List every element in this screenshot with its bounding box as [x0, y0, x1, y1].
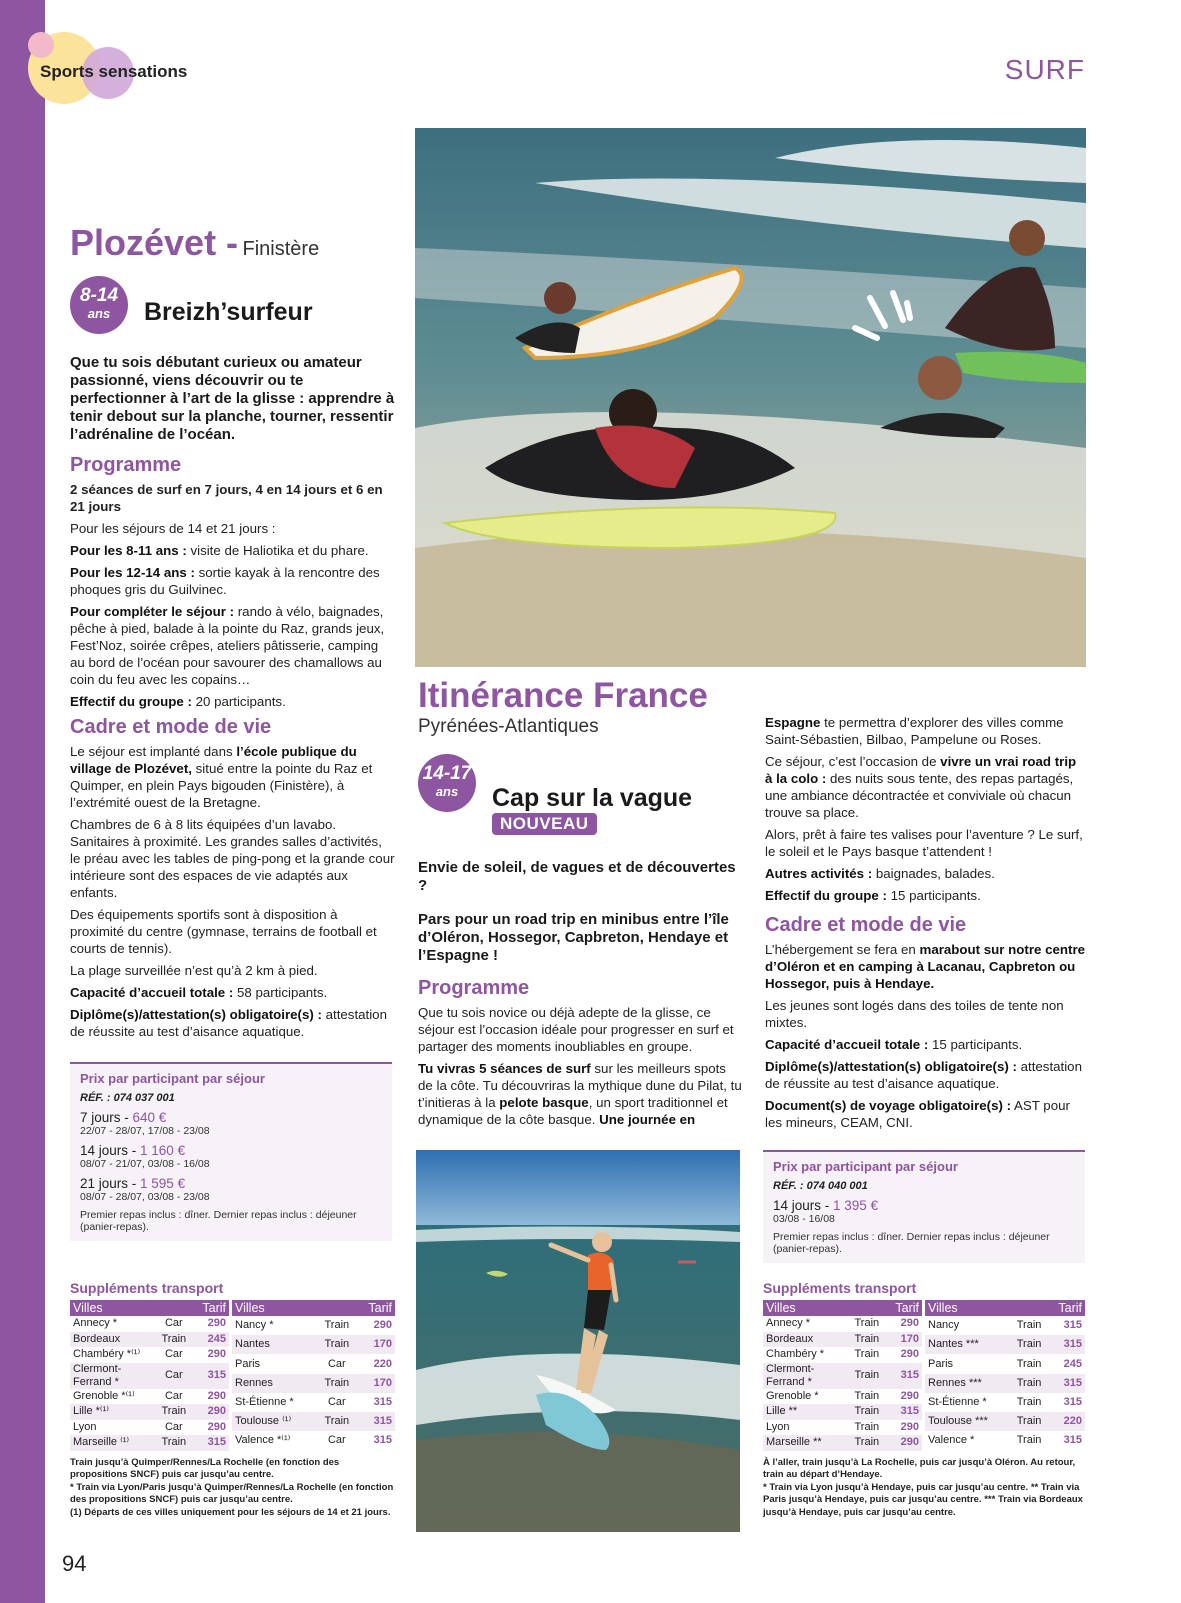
price-title: Prix par participant par séjour [80, 1071, 265, 1086]
right-column [765, 714, 1085, 1136]
destination-region: Pyrénées-Atlantiques [418, 716, 599, 737]
programme-line: Alors, prêt à faire tes valises pour l’aventure ? Le surf, le soleil et le Pays basque t’attendent ! [765, 827, 1083, 859]
transport-price: 315 [357, 1412, 395, 1431]
transport-price: 315 [193, 1435, 229, 1451]
city-name: Rennes [232, 1374, 317, 1393]
programme-line: Pour les séjours de 14 et 21 jours : [70, 521, 276, 536]
required-documents: Diplôme(s)/attestation(s) obligatoire(s) : attestation de réussite au test d’aisance aquatique. [70, 1007, 387, 1039]
programme-sessions: 2 séances de surf en 7 jours, 4 en 14 jours et 6 en 21 jours [70, 482, 383, 514]
transport-mode: Train [317, 1374, 357, 1393]
price-row: 14 jours - 1 395 € 03/08 - 16/08 [773, 1198, 879, 1225]
city-name: Lyon [766, 1420, 790, 1433]
city-name: Toulouse ⁽¹⁾ [232, 1412, 317, 1431]
transport-row [763, 1363, 922, 1389]
transport-row [763, 1347, 922, 1363]
transport-mode: Train [1016, 1319, 1042, 1332]
purple-sidebar [0, 0, 45, 1603]
transport-price: 290 [207, 1317, 226, 1330]
price-row: 21 jours - 1 595 € 08/07 - 28/07, 03/08 - 23/08 [80, 1176, 210, 1203]
programme-line: Tu vivras 5 séances de surf sur les meilleurs spots de la côte. Tu découvriras la mythique dune du Pilat, tu t’initieras à la pelote basque, un sport traditionnel et dynamique de la côte basque. Une journée en [418, 1061, 742, 1127]
transport-price: 290 [207, 1348, 226, 1361]
transport-row [925, 1431, 1085, 1450]
transport-row [925, 1316, 1085, 1335]
city-name: Paris [928, 1357, 954, 1370]
section-label: Sports sensations [40, 62, 188, 81]
cadre-line: Chambres de 6 à 8 lits équipées d’un lavabo. Sanitaires à proximité. Les grandes salles d’activités, le préau avec les tables de ping-pong et la grande cour intérieure sont des espaces de vie adaptés aux enfants. [70, 817, 395, 900]
transport-price: 290 [373, 1319, 392, 1332]
city-name: Nancy * [235, 1319, 274, 1332]
transport-section [763, 1280, 1085, 1519]
programme-line: Espagne te permettra d’explorer des villes comme Saint-Sébastien, Bilbao, Pampelune ou Roses. [765, 715, 1064, 747]
city-name: Lille *⁽¹⁾ [70, 1404, 155, 1420]
transport-price: 290 [207, 1420, 226, 1433]
cadre-line: Le séjour est implanté dans l’école publique du village de Plozévet, situé entre la pointe du Raz et Quimper, en plein Pays bigouden (Finistère), à l’extrémité ouest de la Bretagne. [70, 744, 373, 810]
city-name: Grenoble *⁽¹⁾ [73, 1389, 135, 1402]
price-title: Prix par participant par séjour [773, 1159, 958, 1174]
programme-line: Pour compléter le séjour : rando à vélo, baignades, pêche à pied, balade à la pointe du Raz, grands jeux, Fest’Noz, soirée crêpes, ateliers pâtisserie, camping au bord de l’océan pour savourer des chamallows au coin du feu avec les copains… [70, 604, 385, 687]
city-name: Marseille ⁽¹⁾ [70, 1435, 155, 1451]
transport-row [925, 1412, 1085, 1431]
transport-mode: Train [854, 1420, 880, 1433]
transport-row [925, 1354, 1085, 1373]
cadre-line: Les jeunes sont logés dans des toiles de tente non mixtes. [765, 998, 1064, 1030]
other-activities: Autres activités : baignades, balades. [765, 866, 995, 881]
stay-name: Cap sur la vague [492, 784, 693, 812]
transport-mode: Train [848, 1332, 886, 1348]
transport-row [232, 1374, 395, 1393]
transport-mode: Train [317, 1335, 357, 1354]
transport-row [70, 1404, 229, 1420]
city-name: Marseille ** [763, 1435, 848, 1451]
group-size: Effectif du groupe : 15 participants. [765, 888, 981, 903]
category-heading: SURF [1004, 54, 1085, 85]
transport-row [232, 1354, 395, 1373]
transport-heading: Suppléments transport [70, 1280, 224, 1296]
city-name: Clermont-Ferrand * [70, 1363, 155, 1389]
transport-mode: Train [854, 1389, 880, 1402]
age-unit: ans [87, 306, 111, 321]
transport-row [925, 1335, 1085, 1354]
transport-price: 290 [900, 1420, 919, 1433]
transport-table: Villes Tarif Nancy * Train 290 Nantes Train 170 Paris Car 220 Rennes Train 170 St-Étienne * Car 315 Toulouse ⁽¹⁾ Train 315 Valence *⁽¹⁾ Car 315 [232, 1300, 395, 1451]
transport-price: 315 [886, 1404, 922, 1420]
age-badge [418, 754, 476, 812]
transport-row [232, 1316, 395, 1335]
transport-mode: Train [1016, 1434, 1042, 1447]
age-range: 8-14 [79, 285, 119, 306]
surf-lesson-photo [415, 128, 1086, 667]
transport-row [70, 1420, 229, 1436]
transport-section [70, 1280, 395, 1519]
transport-mode: Car [164, 1348, 183, 1361]
transport-price: 315 [373, 1434, 392, 1447]
meals-info: Premier repas inclus : dîner. Dernier repas inclus : déjeuner (panier-repas). [80, 1209, 357, 1233]
transport-mode: Car [327, 1395, 346, 1408]
transport-row [763, 1420, 922, 1436]
price-row: 7 jours - 640 € 22/07 - 28/07, 17/08 - 23/08 [80, 1110, 210, 1137]
transport-table: Villes Tarif Nancy Train 315 Nantes *** Train 315 Paris Train 245 Rennes *** Train 315 St-Étienne * Train 315 Toulouse *** Train 220 Valence * Train 315 [925, 1300, 1085, 1451]
cadre-heading: Cadre et mode de vie [765, 914, 967, 936]
city-name: Bordeaux [763, 1332, 848, 1348]
transport-mode: Train [155, 1435, 193, 1451]
age-badge [70, 276, 128, 334]
transport-row [70, 1316, 229, 1332]
beach-surfer-photo [416, 1150, 740, 1532]
destination-title: Plozévet - [70, 222, 239, 263]
transport-row [763, 1316, 922, 1332]
transport-price: 315 [1063, 1434, 1082, 1447]
transport-price: 220 [1048, 1412, 1085, 1431]
transport-price: 290 [193, 1404, 229, 1420]
transport-mode: Train [324, 1319, 350, 1332]
transport-price: 315 [886, 1363, 922, 1389]
transport-price: 170 [357, 1335, 395, 1354]
price-row: 14 jours - 1 160 € 08/07 - 21/07, 03/08 - 16/08 [80, 1143, 210, 1170]
age-unit: ans [435, 784, 459, 799]
stay-name: Breizh’surfeur [144, 297, 313, 326]
transport-mode: Car [164, 1389, 183, 1402]
stay-header [70, 276, 395, 334]
city-name: Valence * [928, 1434, 975, 1447]
city-name: Bordeaux [70, 1332, 155, 1348]
stay-title [70, 222, 395, 264]
transport-mode: Train [1010, 1335, 1048, 1354]
programme-line: Ce séjour, c’est l’occasion de vivre un vrai road trip à la colo : des nuits sous tente, des repas partagés, une ambiance décontractée et conviviale où chacun trouve sa place. [765, 754, 1077, 820]
transport-row [925, 1374, 1085, 1393]
transport-mode: Train [1010, 1374, 1048, 1393]
transport-mode: Train [848, 1404, 886, 1420]
page-number: 94 [62, 1551, 87, 1576]
city-name: Nancy [928, 1319, 960, 1332]
transport-mode: Train [1016, 1395, 1042, 1408]
transport-mode: Car [164, 1420, 183, 1433]
transport-row [70, 1435, 229, 1451]
city-name: Annecy * [766, 1317, 811, 1330]
city-name: Lille ** [763, 1404, 848, 1420]
transport-footnotes: À l’aller, train jusqu’à La Rochelle, puis car jusqu’à Oléron. Au retour, train au départ d’Hendaye. * Train via Lyon jusqu’à Hendaye, puis car jusqu’au centre. ** Train via Paris jusqu’à Hendaye, puis car jusqu’au centre. *** Train via Bordeaux jusqu’à Hendaye, puis car jusqu’au centre. [763, 1456, 1083, 1518]
capacity: Capacité d’accueil totale : 58 participants. [70, 985, 328, 1000]
transport-mode: Train [848, 1363, 886, 1389]
cadre-heading: Cadre et mode de vie [70, 716, 272, 738]
city-name: Chambéry * [766, 1348, 825, 1361]
transport-mode: Train [317, 1412, 357, 1431]
transport-price: 315 [1063, 1319, 1082, 1332]
transport-price: 315 [1063, 1395, 1082, 1408]
city-name: Valence *⁽¹⁾ [235, 1434, 291, 1447]
transport-row [763, 1389, 922, 1405]
transport-price: 315 [373, 1395, 392, 1408]
transport-price: 290 [900, 1348, 919, 1361]
transport-mode: Train [848, 1435, 886, 1451]
transport-price: 290 [900, 1317, 919, 1330]
transport-price: 315 [193, 1363, 229, 1389]
transport-row [232, 1431, 395, 1450]
age-range: 14-17 [422, 763, 472, 784]
city-name: Nantes *** [925, 1335, 1010, 1354]
transport-row [70, 1347, 229, 1363]
city-name: Nantes [232, 1335, 317, 1354]
transport-mode: Train [854, 1317, 880, 1330]
transport-mode: Car [327, 1434, 346, 1447]
city-name: Paris [235, 1357, 261, 1370]
transport-row [763, 1332, 922, 1348]
price-box [763, 1150, 1085, 1263]
transport-price: 245 [193, 1332, 229, 1348]
programme-heading: Programme [70, 454, 182, 476]
transport-row [763, 1435, 922, 1451]
destination-region: Finistère [242, 238, 320, 260]
travel-documents: Document(s) de voyage obligatoire(s) : AST pour les mineurs, CEAM, CNI. [765, 1098, 1070, 1130]
transport-mode: Train [1010, 1412, 1048, 1431]
destination-title: Itinérance France [418, 676, 708, 715]
transport-mode: Car [155, 1363, 193, 1389]
transport-price: 290 [207, 1389, 226, 1402]
transport-mode: Car [164, 1317, 183, 1330]
transport-price: 220 [373, 1357, 392, 1370]
transport-row [925, 1393, 1085, 1412]
transport-row [70, 1332, 229, 1348]
transport-row [70, 1389, 229, 1405]
new-badge: NOUVEAU [492, 813, 597, 835]
intro-text: Pars pour un road trip en minibus entre l’île d’Oléron, Hossegor, Capbreton, Hendaye et l’Espagne ! [418, 911, 729, 964]
transport-row [763, 1404, 922, 1420]
programme-line: Que tu sois novice ou déjà adepte de la glisse, ce séjour est l’occasion idéale pour progresser en surf et partager des moments inoubliables en groupe. [418, 1005, 734, 1054]
cadre-line: Des équipements sportifs sont à disposition à proximité du centre (gymnase, terrains de football et courts de tennis). [70, 907, 377, 956]
transport-table: Villes Tarif Annecy * Train 290 Bordeaux Train 170 Chambéry * Train 290 Clermont-Ferrand * Train 315 Grenoble * Train 290 Lille ** Train 315 Lyon Train 290 Marseille ** Train 290 [763, 1300, 922, 1451]
city-name: Rennes *** [925, 1374, 1010, 1393]
capacity: Capacité d’accueil totale : 15 participants. [765, 1037, 1023, 1052]
transport-heading: Suppléments transport [763, 1280, 917, 1296]
transport-price: 290 [900, 1389, 919, 1402]
city-name: Grenoble * [766, 1389, 819, 1402]
programme-line: Pour les 8-11 ans : visite de Haliotika et du phare. [70, 543, 369, 558]
cadre-line: L’hébergement se fera en marabout sur notre centre d’Oléron et en camping à Lacanau, Capbreton ou Hossegor, puis à Hendaye. [765, 942, 1086, 991]
price-reference: RÉF. : 074 040 001 [773, 1180, 868, 1192]
price-box [70, 1062, 392, 1241]
programme-heading: Programme [418, 977, 530, 999]
city-name: Lyon [73, 1420, 97, 1433]
required-documents: Diplôme(s)/attestation(s) obligatoire(s) : attestation de réussite au test d’aisance aquatique. [765, 1059, 1082, 1091]
transport-price: 290 [886, 1435, 922, 1451]
transport-mode: Train [155, 1332, 193, 1348]
meals-info: Premier repas inclus : dîner. Dernier repas inclus : déjeuner (panier-repas). [773, 1231, 1050, 1255]
transport-price: 245 [1063, 1357, 1082, 1370]
price-reference: RÉF. : 074 037 001 [80, 1092, 175, 1104]
transport-row [70, 1363, 229, 1389]
middle-column [418, 676, 743, 1133]
city-name: Clermont-Ferrand * [763, 1363, 848, 1389]
transport-row [232, 1393, 395, 1412]
transport-price: 170 [886, 1332, 922, 1348]
city-name: St-Étienne * [928, 1395, 987, 1408]
transport-price: 170 [357, 1374, 395, 1393]
transport-price: 315 [1048, 1374, 1085, 1393]
stay-header [418, 754, 743, 835]
transport-mode: Car [327, 1357, 346, 1370]
left-column [70, 222, 395, 1045]
city-name: St-Étienne * [235, 1395, 294, 1408]
transport-price: 315 [1048, 1335, 1085, 1354]
city-name: Annecy * [73, 1317, 118, 1330]
city-name: Chambéry *⁽¹⁾ [73, 1348, 141, 1361]
transport-mode: Train [155, 1404, 193, 1420]
transport-row [232, 1412, 395, 1431]
transport-table: Villes Tarif Annecy * Car 290 Bordeaux Train 245 Chambéry *⁽¹⁾ Car 290 Clermont-Ferrand * Car 315 Grenoble *⁽¹⁾ Car 290 Lille *⁽¹⁾ Train 290 Lyon Car 290 Marseille ⁽¹⁾ Train 315 [70, 1300, 229, 1451]
transport-footnotes: Train jusqu’à Quimper/Rennes/La Rochelle (en fonction des propositions SNCF) puis car jusqu’au centre. * Train via Lyon/Paris jusqu’à Quimper/Rennes/La Rochelle (en fonction des propositions SNCF) puis car jusqu’au centre. (1) Départs de ces villes uniquement pour les séjours de 14 et 21 jours. [70, 1456, 394, 1518]
cadre-line: La plage surveillée n’est qu’à 2 km à pied. [70, 963, 318, 978]
intro-text: Que tu sois débutant curieux ou amateur passionné, viens découvrir ou te perfectionner à l’art de la glisse : apprendre à tenir debout sur la planche, tourner, ressentir l’adrénaline de l’océan. [70, 354, 395, 443]
intro-question: Envie de soleil, de vagues et de découvertes ? [418, 859, 736, 894]
programme-line: Pour les 12-14 ans : sortie kayak à la rencontre des phoques gris du Guilvinec. [70, 565, 380, 597]
transport-mode: Train [854, 1348, 880, 1361]
transport-mode: Train [1016, 1357, 1042, 1370]
group-size: Effectif du groupe : 20 participants. [70, 694, 286, 709]
transport-row [232, 1335, 395, 1354]
city-name: Toulouse *** [925, 1412, 1010, 1431]
